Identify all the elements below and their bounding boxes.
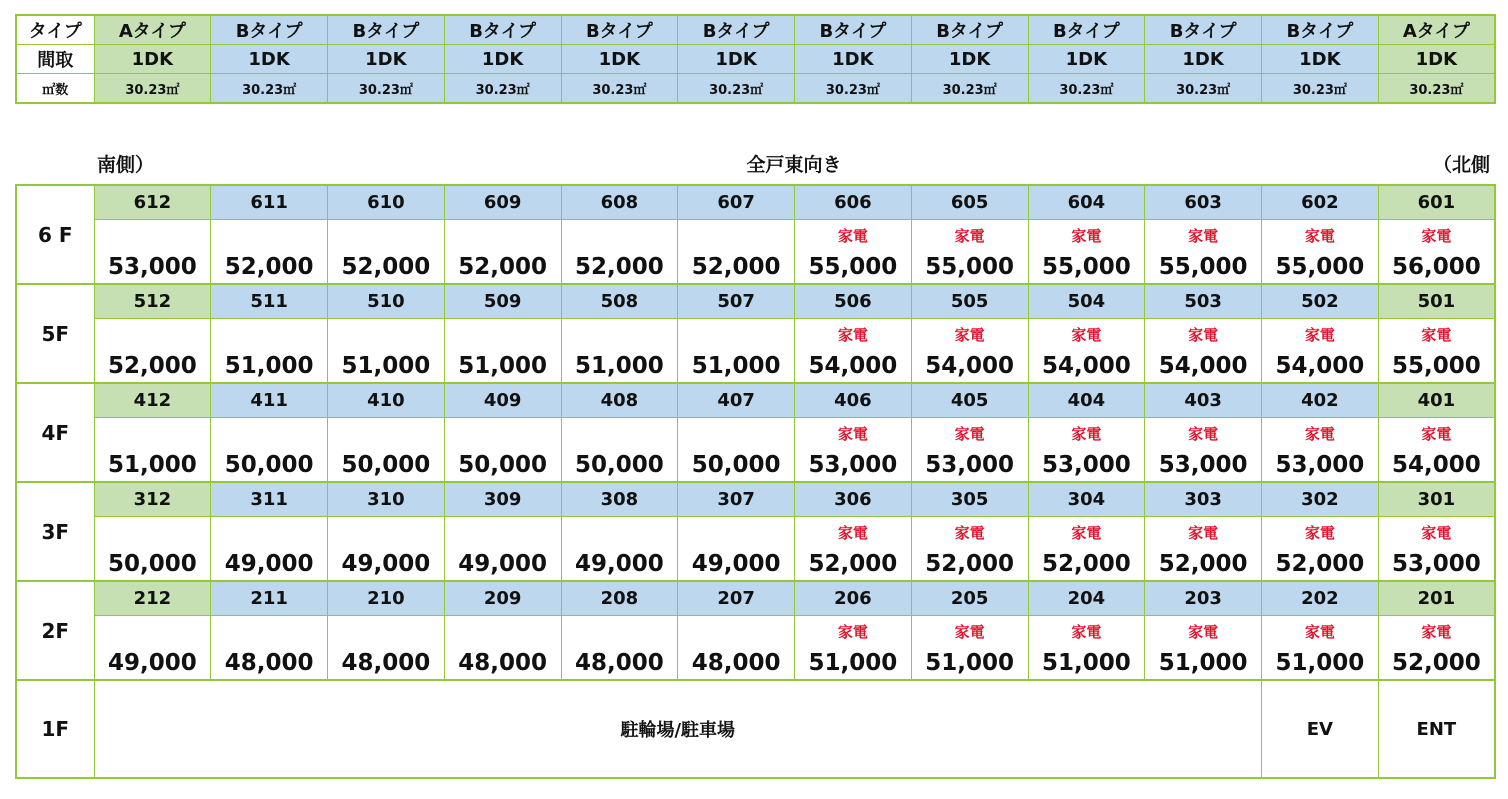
area-cell: 30.23㎡ [678,74,795,104]
room-number: 401 [1378,383,1495,418]
floor-plan-table [15,184,1496,779]
rent-amount: 51,000 [574,353,664,379]
rent-cell [444,616,561,681]
room-number: 407 [678,383,795,418]
type-cell: Bタイプ [1262,15,1379,45]
rent-cell [444,220,561,285]
rent-amount: 52,000 [808,551,898,577]
rent-amount: 52,000 [925,551,1014,577]
layout-cell: 1DK [1145,45,1262,74]
layout-cell: 1DK [678,45,795,74]
area-cell: 30.23㎡ [1145,74,1262,104]
rent-cell [328,220,445,285]
room-number: 303 [1145,482,1262,517]
rent-cell [1378,319,1495,384]
room-number: 405 [911,383,1028,418]
layout-cell: 1DK [1378,45,1495,74]
room-number: 505 [911,284,1028,319]
room-number: 310 [328,482,445,517]
room-number: 508 [561,284,678,319]
rent-row [16,517,1495,582]
rent-cell [1378,517,1495,582]
rent-cell [1145,220,1262,285]
type-cell: Aタイプ [94,15,211,45]
rent-amount: 51,000 [691,353,781,379]
rent-cell [1028,517,1145,582]
rent-amount: 53,000 [925,452,1014,478]
rent-cell [561,220,678,285]
unit-type-table [15,14,1496,104]
rent-amount: 53,000 [808,452,898,478]
rent-cell [795,418,912,483]
layout-cell: 1DK [444,45,561,74]
appliance-note: 家電 [1188,524,1219,542]
floor-label: 1F [16,680,94,778]
rent-cell [444,319,561,384]
rent-cell [328,517,445,582]
room-number: 402 [1262,383,1379,418]
room-number: 301 [1378,482,1495,517]
room-number: 210 [328,581,445,616]
type-cell: Bタイプ [1145,15,1262,45]
entrance: ENT [1378,680,1495,778]
room-number: 501 [1378,284,1495,319]
orientation-note: 全戸東向き [746,154,842,176]
room-number: 607 [678,185,795,220]
area-cell: 30.23㎡ [561,74,678,104]
rent-amount: 53,000 [1275,452,1365,478]
rent-cell [795,319,912,384]
appliance-note: 家電 [1421,326,1452,344]
room-number: 211 [211,581,328,616]
rent-cell [1262,319,1379,384]
rent-amount: 54,000 [808,353,898,379]
rent-amount: 50,000 [341,452,431,478]
appliance-note: 家電 [1304,326,1335,344]
rent-cell [1378,616,1495,681]
rent-row [16,418,1495,483]
rent-cell [1378,220,1495,285]
appliance-note: 家電 [1421,425,1452,443]
rent-amount: 54,000 [1041,353,1131,379]
rent-cell [678,319,795,384]
rent-cell [1028,616,1145,681]
rent-amount: 52,000 [1391,650,1481,676]
layout-cell: 1DK [795,45,912,74]
area-cell: 30.23㎡ [795,74,912,104]
rent-amount: 48,000 [691,650,781,676]
rent-cell [1145,616,1262,681]
area-cell: 30.23㎡ [444,74,561,104]
room-number: 309 [444,482,561,517]
rent-amount: 48,000 [458,650,547,676]
type-cell: Bタイプ [328,15,445,45]
appliance-note: 家電 [1304,524,1335,542]
room-number: 605 [911,185,1028,220]
rent-cell [94,616,211,681]
rent-cell [328,616,445,681]
south-side-label: 南側） [97,154,155,176]
layout-cell: 1DK [1262,45,1379,74]
appliance-note: 家電 [837,425,868,443]
rent-amount: 53,000 [1158,452,1248,478]
layout-cell: 1DK [94,45,211,74]
appliance-note: 家電 [1304,623,1335,641]
layout-cell: 1DK [211,45,328,74]
rent-cell [1028,319,1145,384]
type-cell: Bタイプ [211,15,328,45]
room-number: 207 [678,581,795,616]
room-number-row [16,284,1495,319]
type-cell: Bタイプ [444,15,561,45]
rent-amount: 50,000 [107,551,197,577]
appliance-note: 家電 [1188,425,1219,443]
area-cell: 30.23㎡ [94,74,211,104]
room-number: 205 [911,581,1028,616]
rent-amount: 50,000 [574,452,664,478]
type-cell: Bタイプ [1028,15,1145,45]
appliance-note: 家電 [954,623,985,641]
rent-amount: 51,000 [1275,650,1365,676]
floor-label: 2F [16,581,94,680]
layout-cell: 1DK [561,45,678,74]
area-cell: 30.23㎡ [328,74,445,104]
area-cell: 30.23㎡ [1028,74,1145,104]
room-number: 403 [1145,383,1262,418]
rent-cell [1145,418,1262,483]
type-row [16,15,1495,45]
appliance-note: 家電 [1421,524,1452,542]
rent-cell [911,517,1028,582]
appliance-note: 家電 [954,524,985,542]
appliance-note: 家電 [954,227,985,245]
room-number: 604 [1028,185,1145,220]
layout-cell: 1DK [1028,45,1145,74]
rent-cell [94,418,211,483]
rent-amount: 51,000 [224,353,314,379]
rent-amount: 50,000 [458,452,547,478]
rent-amount: 52,000 [458,254,547,280]
layout-row [16,45,1495,74]
rent-cell [94,220,211,285]
type-cell: Bタイプ [795,15,912,45]
floor-label: 6 F [16,185,94,284]
room-number: 411 [211,383,328,418]
rent-cell [911,616,1028,681]
rent-cell [94,517,211,582]
type-cell: Aタイプ [1378,15,1495,45]
rent-amount: 55,000 [1158,254,1248,280]
rent-cell [211,616,328,681]
room-number: 609 [444,185,561,220]
rent-amount: 48,000 [341,650,431,676]
room-number: 503 [1145,284,1262,319]
rent-cell [678,616,795,681]
rent-amount: 55,000 [1041,254,1131,280]
room-number: 202 [1262,581,1379,616]
rent-cell [1262,220,1379,285]
rent-cell [678,418,795,483]
room-number: 208 [561,581,678,616]
room-number: 404 [1028,383,1145,418]
appliance-note: 家電 [1188,623,1219,641]
rent-cell [1262,616,1379,681]
room-number: 408 [561,383,678,418]
rent-cell [911,319,1028,384]
room-number: 512 [94,284,211,319]
rent-amount: 52,000 [1041,551,1131,577]
rent-cell [561,616,678,681]
rent-amount: 49,000 [574,551,664,577]
area-row [16,74,1495,104]
room-number: 608 [561,185,678,220]
rent-cell [1262,517,1379,582]
room-number: 510 [328,284,445,319]
rent-amount: 49,000 [458,551,547,577]
room-number: 311 [211,482,328,517]
rent-cell [1145,319,1262,384]
type-cell: Bタイプ [561,15,678,45]
appliance-note: 家電 [1304,227,1335,245]
rent-amount: 52,000 [1275,551,1365,577]
appliance-note: 家電 [1188,227,1219,245]
rent-amount: 53,000 [107,254,197,280]
appliance-note: 家電 [837,623,868,641]
rent-cell [1028,220,1145,285]
rent-amount: 54,000 [1158,353,1248,379]
rent-row [16,616,1495,681]
rent-cell [211,220,328,285]
appliance-note: 家電 [1188,326,1219,344]
rent-amount: 56,000 [1391,254,1481,280]
row-label: 間取 [16,45,94,74]
rent-amount: 49,000 [107,650,197,676]
rent-amount: 55,000 [808,254,898,280]
rent-cell [211,517,328,582]
rent-cell [211,319,328,384]
rent-amount: 51,000 [341,353,431,379]
appliance-note: 家電 [837,227,868,245]
rent-cell [795,220,912,285]
appliance-note: 家電 [1071,227,1102,245]
room-number-row [16,383,1495,418]
room-number-row [16,581,1495,616]
row-label: タイプ [16,15,94,45]
rent-amount: 52,000 [574,254,664,280]
appliance-note: 家電 [1071,326,1102,344]
rent-cell [911,418,1028,483]
rent-cell [795,616,912,681]
rent-cell [1145,517,1262,582]
rent-amount: 49,000 [341,551,431,577]
room-number: 601 [1378,185,1495,220]
rent-amount: 52,000 [224,254,314,280]
room-number: 209 [444,581,561,616]
area-cell: 30.23㎡ [1262,74,1379,104]
room-number: 507 [678,284,795,319]
rent-cell [444,418,561,483]
room-number: 212 [94,581,211,616]
area-cell: 30.23㎡ [911,74,1028,104]
rent-cell [211,418,328,483]
appliance-note: 家電 [837,524,868,542]
room-number: 611 [211,185,328,220]
room-number-row [16,185,1495,220]
rent-amount: 54,000 [1275,353,1365,379]
rent-cell [1378,418,1495,483]
appliance-note: 家電 [954,326,985,344]
row-label: ㎡数 [16,74,94,104]
appliance-note: 家電 [1071,425,1102,443]
parking-area: 駐輪場/駐車場 [94,680,1262,778]
room-number: 306 [795,482,912,517]
room-number: 504 [1028,284,1145,319]
room-number: 308 [561,482,678,517]
rent-amount: 54,000 [925,353,1014,379]
room-number: 511 [211,284,328,319]
north-side-label: （北側 [1432,154,1490,176]
room-number: 409 [444,383,561,418]
rent-amount: 51,000 [808,650,898,676]
room-number: 307 [678,482,795,517]
room-number: 406 [795,383,912,418]
room-number: 201 [1378,581,1495,616]
rent-cell [561,319,678,384]
rent-row [16,220,1495,285]
rent-cell [1028,418,1145,483]
room-number: 203 [1145,581,1262,616]
area-cell: 30.23㎡ [211,74,328,104]
floor-label: 4F [16,383,94,482]
rent-cell [94,319,211,384]
room-number: 312 [94,482,211,517]
rent-cell [1262,418,1379,483]
rent-amount: 52,000 [691,254,781,280]
type-cell: Bタイプ [678,15,795,45]
appliance-note: 家電 [1421,227,1452,245]
floor-label: 5F [16,284,94,383]
rent-amount: 52,000 [1158,551,1248,577]
first-floor-row [16,680,1495,778]
rent-amount: 48,000 [224,650,314,676]
elevator: EV [1262,680,1379,778]
rent-cell [678,220,795,285]
room-number: 305 [911,482,1028,517]
rent-cell [561,418,678,483]
rent-amount: 55,000 [1275,254,1365,280]
rent-amount: 50,000 [224,452,314,478]
area-cell: 30.23㎡ [1378,74,1495,104]
layout-cell: 1DK [911,45,1028,74]
room-number: 410 [328,383,445,418]
appliance-note: 家電 [1071,623,1102,641]
room-number: 602 [1262,185,1379,220]
appliance-note: 家電 [1421,623,1452,641]
rent-amount: 51,000 [1158,650,1248,676]
room-number: 606 [795,185,912,220]
rent-amount: 52,000 [107,353,197,379]
floor-label: 3F [16,482,94,581]
room-number: 204 [1028,581,1145,616]
rent-amount: 49,000 [224,551,314,577]
appliance-note: 家電 [1071,524,1102,542]
room-number: 412 [94,383,211,418]
rent-amount: 51,000 [107,452,197,478]
room-number: 206 [795,581,912,616]
room-number: 610 [328,185,445,220]
rent-amount: 55,000 [925,254,1014,280]
rent-cell [328,319,445,384]
rent-amount: 51,000 [925,650,1014,676]
rent-cell [328,418,445,483]
rent-cell [678,517,795,582]
appliance-note: 家電 [837,326,868,344]
room-number: 506 [795,284,912,319]
rent-amount: 49,000 [691,551,781,577]
rent-cell [911,220,1028,285]
rent-amount: 52,000 [341,254,431,280]
room-number: 502 [1262,284,1379,319]
rent-amount: 53,000 [1041,452,1131,478]
room-number: 509 [444,284,561,319]
rent-amount: 54,000 [1391,452,1481,478]
rent-amount: 55,000 [1391,353,1481,379]
rent-row [16,319,1495,384]
room-number: 612 [94,185,211,220]
room-number: 603 [1145,185,1262,220]
rent-cell [561,517,678,582]
layout-cell: 1DK [328,45,445,74]
room-number-row [16,482,1495,517]
rent-amount: 53,000 [1391,551,1481,577]
rent-amount: 50,000 [691,452,781,478]
room-number: 302 [1262,482,1379,517]
appliance-note: 家電 [1304,425,1335,443]
appliance-note: 家電 [954,425,985,443]
room-number: 304 [1028,482,1145,517]
rent-amount: 51,000 [458,353,547,379]
rent-amount: 48,000 [574,650,664,676]
type-cell: Bタイプ [911,15,1028,45]
rent-amount: 51,000 [1041,650,1131,676]
rent-cell [795,517,912,582]
rent-cell [444,517,561,582]
